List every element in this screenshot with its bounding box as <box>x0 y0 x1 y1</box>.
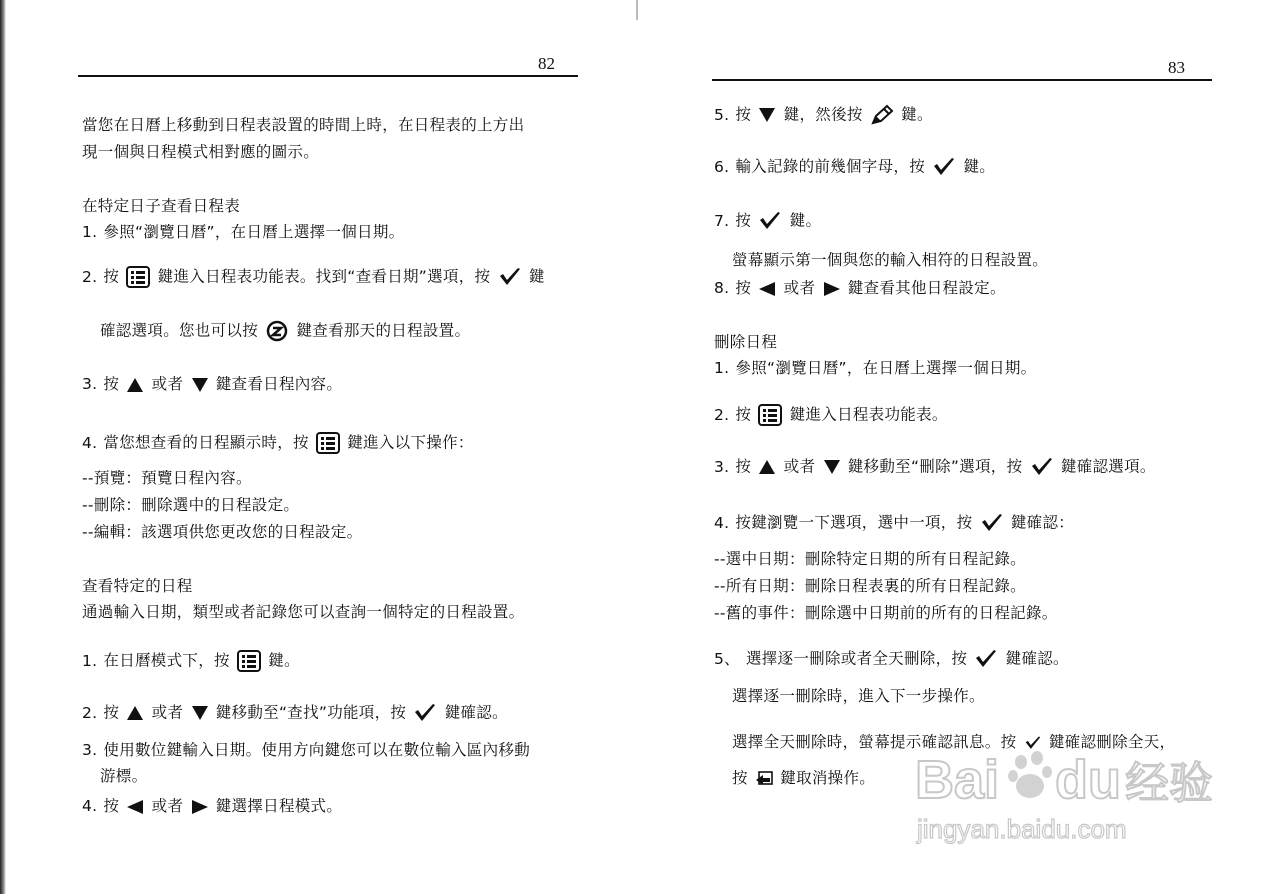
page-number: 82 <box>538 54 555 73</box>
check-key-icon <box>758 210 782 232</box>
step-line: 3. 按 或者 鍵查看日程內容。 <box>82 375 343 393</box>
header-rule <box>712 79 1212 81</box>
paragraph-line: 現一個與日程模式相對應的圖示。 <box>82 143 320 161</box>
step-line: 1. 參照“瀏覽日曆”，在日曆上選擇一個日期。 <box>714 359 1037 377</box>
step-line: 2. 按 或者 鍵移動至“查找”功能項，按 鍵確認。 <box>82 702 508 724</box>
step-note: 螢幕顯示第一個與您的輸入相符的日程設置。 <box>732 251 1049 269</box>
right-arrow-icon <box>191 799 209 815</box>
step-line: 8. 按 或者 鍵查看其他日程設定。 <box>714 279 1006 297</box>
step-line: 2. 按 鍵進入日程表功能表。 <box>714 404 948 426</box>
step-line: 1. 參照“瀏覽日曆”，在日曆上選擇一個日期。 <box>82 223 405 241</box>
menu-key-icon <box>237 650 261 672</box>
right-arrow-icon <box>823 281 841 297</box>
check-key-icon <box>980 512 1004 534</box>
option-line: --舊的事件：刪除選中日期前的所有的日程記錄。 <box>714 604 1058 622</box>
left-arrow-icon <box>758 281 776 297</box>
step-line: 6. 輸入記錄的前幾個字母，按 鍵。 <box>714 156 995 178</box>
down-arrow-icon <box>758 107 776 123</box>
back-key-icon <box>755 771 773 787</box>
option-line: --選中日期：刪除特定日期的所有日程記錄。 <box>714 550 1026 568</box>
check-key-icon <box>974 648 998 670</box>
step-note: 選擇逐一刪除時，進入下一步操作。 <box>732 687 985 705</box>
menu-key-icon <box>758 404 782 426</box>
step-note: 選擇全天刪除時，螢幕提示確認訊息。按 鍵確認刪除全天， <box>732 733 1176 751</box>
page-number: 83 <box>1168 58 1185 77</box>
step-line-continued: 游標。 <box>100 767 148 785</box>
down-arrow-icon <box>191 705 209 721</box>
menu-key-icon <box>126 266 150 288</box>
check-key-icon <box>413 702 437 724</box>
down-arrow-icon <box>191 377 209 393</box>
check-key-icon <box>1024 735 1042 751</box>
check-key-icon <box>498 266 522 288</box>
watermark-brand-2: du <box>1055 750 1121 810</box>
check-key-icon <box>1030 456 1054 478</box>
paragraph-line: 當您在日曆上移動到日程表設置的時間上時，在日程表的上方出 <box>82 116 525 134</box>
step-line: 3. 使用數位鍵輸入日期。使用方向鍵您可以在數位輸入區內移動 <box>82 741 530 759</box>
step-line: 2. 按 鍵進入日程表功能表。找到“查看日期”選項，按 鍵 <box>82 266 545 288</box>
section-heading: 刪除日程 <box>714 333 778 351</box>
option-line: --所有日期：刪除日程表裏的所有日程記錄。 <box>714 577 1026 595</box>
up-arrow-icon <box>126 705 144 721</box>
step-note: 按 鍵取消操作。 <box>732 769 876 787</box>
section-heading: 查看特定的日程 <box>82 577 193 595</box>
step-line: 5、 選擇逐一刪除或者全天刪除，按 鍵確認。 <box>714 648 1069 670</box>
step-line: 4. 按鍵瀏覽一下選項，選中一項，按 鍵確認： <box>714 512 1074 534</box>
right-page <box>640 0 1280 894</box>
watermark-brand-cn: 经验 <box>1125 758 1213 809</box>
watermark-url: jingyan.baidu.com <box>917 814 1127 844</box>
step-line: 4. 按 或者 鍵選擇日程模式。 <box>82 797 343 815</box>
up-arrow-icon <box>758 459 776 475</box>
option-line: --預覽：預覽日程內容。 <box>82 469 252 487</box>
header-rule <box>78 75 578 77</box>
paragraph-line: 通過輸入日期，類型或者記錄您可以查詢一個特定的日程設置。 <box>82 603 525 621</box>
step-line-continued: 確認選項。您也可以按 鍵查看那天的日程設置。 <box>100 320 470 342</box>
calendar-key-icon <box>265 320 289 342</box>
menu-key-icon <box>316 432 340 454</box>
watermark-brand: Bai <box>915 750 1000 810</box>
down-arrow-icon <box>823 459 841 475</box>
section-heading: 在特定日子查看日程表 <box>82 197 241 215</box>
step-line: 5. 按 鍵，然後按 鍵。 <box>714 104 933 126</box>
left-arrow-icon <box>126 799 144 815</box>
step-line: 4. 當您想查看的日程顯示時，按 鍵進入以下操作： <box>82 432 474 454</box>
up-arrow-icon <box>126 377 144 393</box>
pen-key-icon <box>870 104 894 126</box>
option-line: --刪除：刪除選中的日程設定。 <box>82 496 300 514</box>
step-line: 1. 在日曆模式下，按 鍵。 <box>82 650 300 672</box>
step-line: 7. 按 鍵。 <box>714 210 821 232</box>
step-line: 3. 按 或者 鍵移動至“刪除”選項，按 鍵確認選項。 <box>714 456 1156 478</box>
check-key-icon <box>932 156 956 178</box>
option-line: --編輯：該選項供您更改您的日程設定。 <box>82 523 363 541</box>
